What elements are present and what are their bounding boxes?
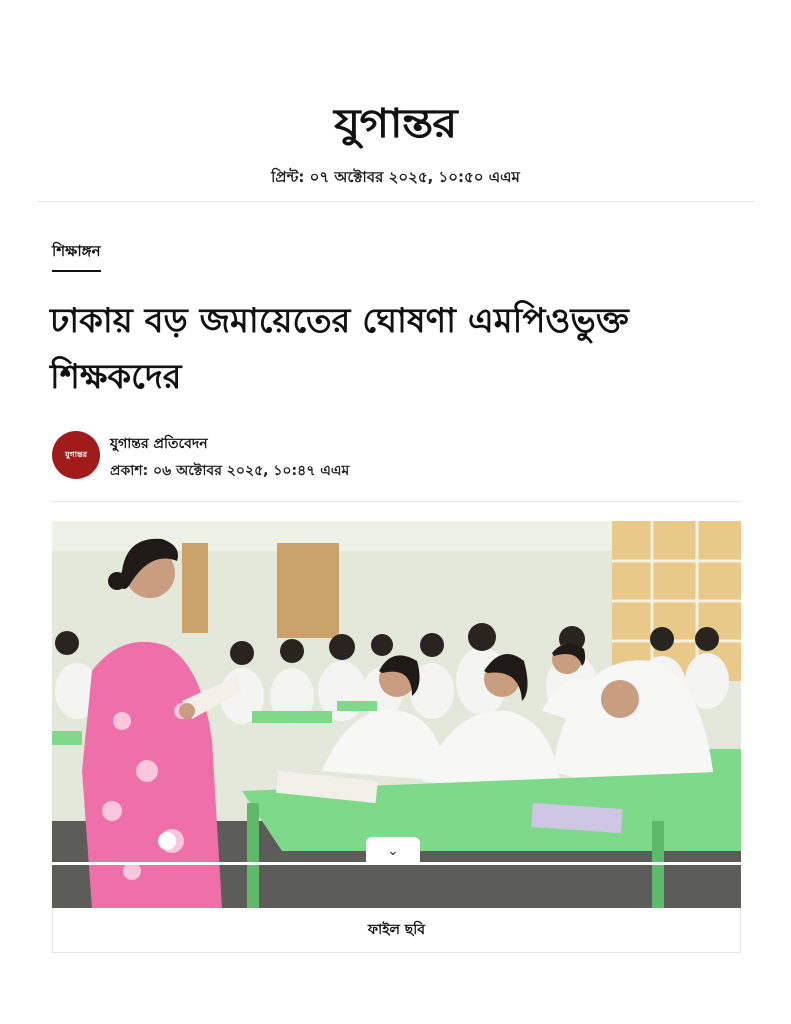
meta-divider: [52, 501, 740, 502]
avatar-label: যুগান্তর: [64, 449, 88, 459]
author-name[interactable]: যুগান্তর প্রতিবেদন: [110, 436, 208, 452]
author-avatar[interactable]: [52, 431, 100, 479]
print-date: প্রিন্ট: ০৭ অক্টোবর ২০২৫, ১০:৫০ এএম: [271, 168, 520, 186]
header-divider: [38, 201, 754, 202]
site-logo[interactable]: যুগান্তর: [334, 100, 457, 147]
article-headline: ঢাকায় বড় জমায়েতের ঘোষণা এমপিওভুক্ত শিক্ষকদের: [50, 301, 629, 397]
publish-date: প্রকাশ: ০৬ অক্টোবর ২০২৫, ১০:৪৭ এএম: [110, 463, 350, 479]
image-caption: ফাইল ছবি: [52, 908, 741, 953]
masthead: [0, 100, 791, 147]
expand-image-button[interactable]: [366, 837, 420, 865]
category-link[interactable]: শিক্ষাঙ্গন: [52, 240, 101, 272]
article-photo[interactable]: [52, 521, 741, 908]
chevron-down-icon: ⌄: [387, 843, 399, 859]
